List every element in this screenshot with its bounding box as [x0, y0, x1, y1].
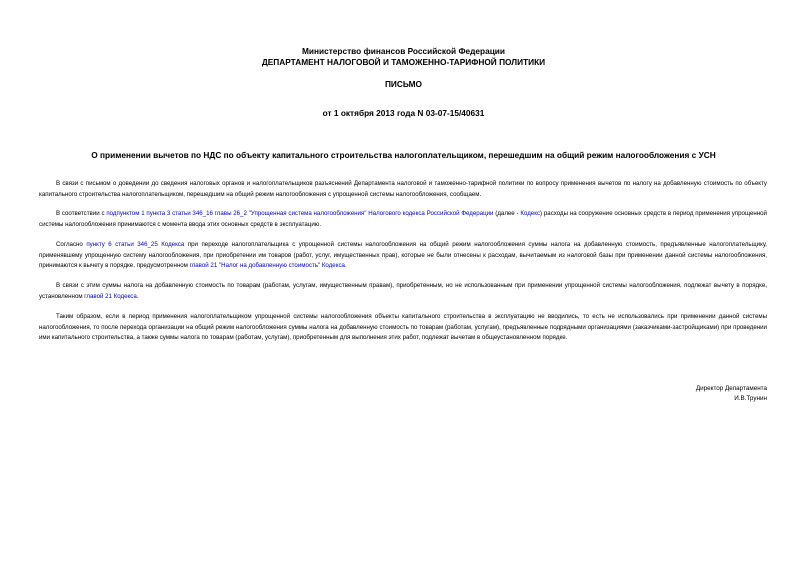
paragraph-3-text-1: Согласно	[56, 241, 87, 248]
paragraph-2-text-2: (далее -	[493, 210, 521, 217]
signature-position: Директор Департамента	[695, 385, 767, 392]
article-346-25-link[interactable]: пункту 6 статьи 346_25 Кодекса	[86, 241, 185, 248]
document-type: ПИСЬМО	[384, 79, 423, 89]
document-title: О применении вычетов по НДС по объекту капитального строительства налогоплательщиком, перешедшим на общий режим налогообложения с УСН	[91, 150, 716, 160]
paragraph-4-text-2: .	[136, 292, 139, 300]
paragraph-1: В связи с письмом о доведении до сведения налоговых органов и налогоплательщиков разъяснений Департамента налоговой и таможенно-тарифной политики по вопросу применения вычетов по налогу на добавленную стоимость по объекту капитального строительства налогоплательщиком, перешедшим на общий режим налогообложения с упрощенной системы налогообложения, сообщаем.	[39, 180, 767, 198]
paragraph-4-text-1: В связи с этим суммы налога на добавленную стоимость по товарам (работам, услугам, имущественным правам), приобретенным, но не использованным при применении упрощенной системы налогообложения, подлежат вычету в порядке, установленном	[39, 282, 767, 300]
paragraph-2-text-1: В соответствии с	[56, 210, 107, 217]
signature-name: И.В.Трунин	[734, 395, 767, 402]
document-date-number: от 1 октября 2013 года N 03-07-15/40631	[322, 108, 485, 118]
chapter-21-link[interactable]: главой 21 Кодекса	[84, 292, 137, 300]
department-name: ДЕПАРТАМЕНТ НАЛОГОВОЙ И ТАМОЖЕННО-ТАРИФНОЙ ПОЛИТИКИ	[261, 57, 546, 67]
paragraph-3-text-2: при переходе налогоплательщика с упрощенной системы налогообложения на общий режим налогообложения суммы налога на добавленную стоимость, предъявленные налогоплательщику, применявшему упрощенную систему налогообложения, при приобретении им товаров (работ, услуг, имущественных прав), которые не были отнесены к расходам, вычитаемым из налоговой базы при применении данной системы налогообложения, принимаются к вычету в порядке, предусмотренном	[39, 241, 767, 270]
paragraph-5: Таким образом, если в период применения налогоплательщиком упрощенной системы налогообложения объекты капитального строительства в эксплуатацию не вводились, то есть не использовались при применении данной системы налогообложения, то после перехода организации на общий режим налогообложения суммы налога на добавленную стоимость по товарам (работам, услугам), предъявленные подрядными организациями (заказчиками-застройщиками) при проведении ими капитального строительства, а также суммы налога по товарам (работам, услугам), приобретенным для выполнения этих работ, подлежат вычетам в общеустановленном порядке.	[39, 313, 767, 342]
paragraph-4	[39, 281, 767, 302]
paragraph-3-text-3: .	[344, 262, 347, 270]
paragraph-3	[39, 240, 767, 272]
tax-code-link[interactable]: Кодекс	[520, 210, 541, 217]
paragraph-2	[39, 209, 767, 230]
tax-code-article-346-16-link[interactable]: подпунктом 1 пункта 3 статьи 346_16 главы 26_2 "Упрощенная система налогообложения" Налогового кодекса Российской Федерации	[106, 210, 494, 217]
paragraph-2-text-3: ) расходы на сооружение основных средств в период применения упрощенной системы налогообложения принимаются с момента ввода этих основных средств в эксплуатацию.	[39, 210, 767, 228]
chapter-21-vat-link[interactable]: главой 21 "Налог на добавленную стоимость" Кодекса	[189, 262, 345, 270]
ministry-name: Министерство финансов Российской Федерации	[301, 46, 506, 56]
